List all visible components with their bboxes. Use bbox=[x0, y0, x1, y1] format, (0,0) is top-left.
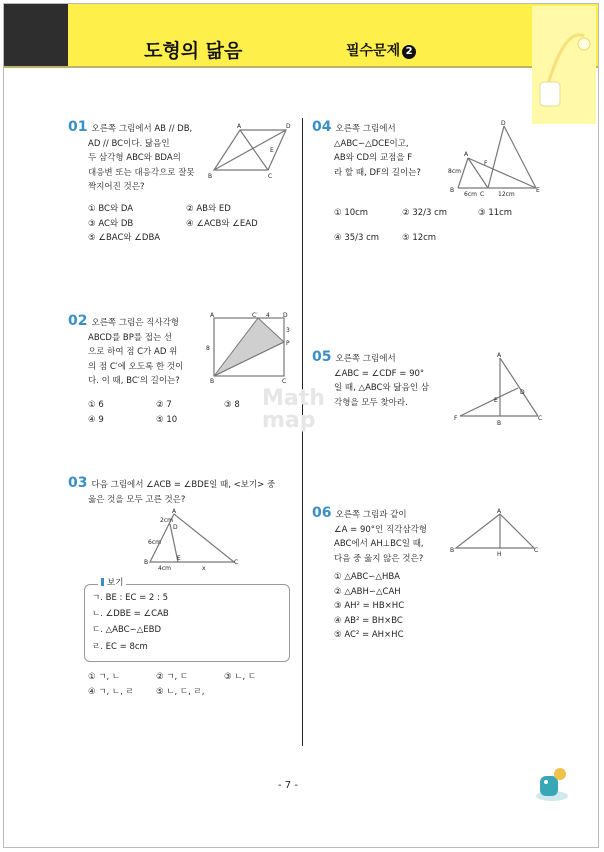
lamp-decoration-icon bbox=[532, 6, 596, 124]
mascot-icon bbox=[530, 764, 574, 804]
option[interactable]: ⑤ ∠BAC와 ∠DBA bbox=[88, 233, 161, 243]
problem-line: ABC에서 AH⊥BC일 때, bbox=[334, 539, 424, 549]
problem-06 bbox=[312, 506, 462, 566]
fig04-de bbox=[504, 126, 536, 188]
fig-label: B bbox=[497, 420, 502, 427]
problem-line: 으로 하여 점 C가 AD 위 bbox=[88, 347, 178, 357]
fig-label: C bbox=[268, 173, 273, 180]
problem-line: ∠ABC = ∠CDF = 90° bbox=[334, 368, 425, 379]
fig06-triangle bbox=[456, 514, 534, 548]
problem-line: 오른쪽 그림과 같이 bbox=[335, 510, 407, 520]
fig01-diag1 bbox=[240, 130, 268, 170]
problem-04-options bbox=[334, 206, 534, 245]
fig-label: 8cm bbox=[448, 168, 461, 175]
figure-02 bbox=[206, 312, 298, 384]
fig01-diag2 bbox=[214, 130, 286, 170]
problem-line: 오른쪽 그림은 직사각형 bbox=[91, 318, 179, 328]
figure-05 bbox=[452, 350, 546, 430]
problem-03 bbox=[68, 476, 296, 507]
figure-04 bbox=[446, 118, 546, 202]
option[interactable]: ⑤ ㄴ, ㄷ, ㄹ, bbox=[156, 686, 205, 697]
option[interactable]: ③ 11cm bbox=[478, 208, 513, 218]
fig-label: C bbox=[282, 378, 287, 384]
figure-06 bbox=[448, 506, 542, 560]
problem-line: 라 할 때, DF의 길이는? bbox=[334, 167, 421, 178]
option[interactable]: ① BC와 DA bbox=[88, 204, 134, 214]
problem-line: 오른쪽 그림에서 bbox=[335, 124, 396, 134]
watermark-line1: Math bbox=[262, 386, 325, 411]
option[interactable]: ③ 8 bbox=[224, 400, 240, 410]
problem-02 bbox=[68, 314, 208, 389]
fig-label: 6cm bbox=[148, 539, 161, 546]
figure-01 bbox=[206, 120, 296, 182]
option[interactable]: ④ 9 bbox=[88, 414, 104, 425]
fig-label: D bbox=[520, 389, 525, 396]
problem-line: 다음 중 옳지 않은 것은? bbox=[334, 553, 424, 564]
problem-line: 오른쪽 그림에서 bbox=[335, 354, 396, 364]
problem-number: 06 bbox=[312, 505, 332, 521]
fig-label: H bbox=[497, 551, 502, 558]
problem-06-options bbox=[334, 570, 484, 643]
fig04-cd bbox=[488, 126, 504, 188]
option[interactable]: ④ AB² = BH×BC bbox=[334, 615, 403, 626]
fig-label: B bbox=[208, 173, 213, 180]
option[interactable]: ② 32/3 cm bbox=[402, 208, 448, 218]
problem-line: 옳은 것을 모두 고른 것은? bbox=[88, 494, 186, 505]
subtitle-badge: 2 bbox=[402, 45, 416, 59]
fig05-ac bbox=[500, 358, 538, 416]
option[interactable]: ③ AH² = HB×HC bbox=[334, 601, 405, 611]
figure-03 bbox=[140, 508, 240, 572]
problem-line: AB와 CD의 교점을 F bbox=[334, 153, 413, 163]
problem-line: 의 점 C′에 오도록 한 것이 bbox=[88, 361, 184, 372]
fig-label: E bbox=[177, 555, 181, 562]
problem-line: ∠A = 90°인 직각삼각형 bbox=[334, 524, 427, 535]
fig-label: 3 bbox=[286, 327, 290, 334]
fig-label: D bbox=[283, 312, 288, 319]
problem-01-options bbox=[88, 202, 298, 246]
problem-line: 다. 이 때, BC′의 길이는? bbox=[88, 376, 180, 386]
fig-label: C bbox=[534, 547, 539, 554]
fig-label: A bbox=[497, 352, 502, 359]
fig-label: B bbox=[450, 547, 455, 554]
fig-label: A bbox=[497, 508, 502, 515]
option[interactable]: ① △ABC∽△HBA bbox=[334, 572, 400, 582]
problem-number: 03 bbox=[68, 475, 88, 491]
problem-01 bbox=[68, 120, 212, 195]
fig-label: 4cm bbox=[158, 565, 171, 572]
option[interactable]: ① 10cm bbox=[334, 208, 369, 218]
page-number: - 7 - bbox=[278, 780, 298, 791]
header-decoration bbox=[532, 6, 596, 124]
option[interactable]: ① 6 bbox=[88, 400, 104, 410]
problem-line: 오른쪽 그림에서 AB // DB, bbox=[91, 124, 193, 134]
option[interactable]: ③ ㄴ, ㄷ bbox=[224, 672, 257, 682]
header-dark-block bbox=[4, 4, 68, 66]
problem-line: 일 때, △ABC와 닮음인 삼 bbox=[334, 383, 429, 393]
option[interactable]: ② △ABH∽△CAH bbox=[334, 586, 401, 597]
problem-number: 02 bbox=[68, 313, 88, 329]
bogi-item: ㄷ. △ABC∽△EBD bbox=[92, 625, 161, 635]
problem-line: 짝지어진 것은? bbox=[88, 182, 145, 192]
fig-label: 8 bbox=[206, 345, 210, 352]
problem-line: 두 삼각형 ABC와 BDA의 bbox=[88, 153, 181, 163]
bogi-label: 보기 bbox=[98, 576, 126, 588]
problem-04 bbox=[312, 120, 452, 180]
fig-label: C bbox=[234, 559, 239, 566]
fig-label: 2cm bbox=[160, 517, 173, 524]
page-subtitle bbox=[346, 40, 416, 60]
fig-label: D bbox=[173, 524, 178, 531]
fig-label: C bbox=[480, 191, 485, 198]
fig-label: B bbox=[144, 559, 149, 566]
option[interactable]: ④ ㄱ, ㄴ, ㄹ bbox=[88, 686, 134, 697]
fig-label: E bbox=[536, 187, 540, 194]
problem-line: 다음 그림에서 ∠ACB = ∠BDE일 때, <보기> 중 bbox=[91, 480, 276, 490]
option[interactable]: ⑤ 12cm bbox=[402, 232, 437, 243]
problem-line: AD // BC이다. 닮음인 bbox=[88, 138, 170, 149]
problem-line: 대응변 또는 대응각으로 잘못 bbox=[88, 167, 195, 178]
fig-label: A bbox=[464, 151, 469, 158]
fig05-fd bbox=[460, 388, 518, 416]
option[interactable]: ⑤ AC² = AH×HC bbox=[334, 630, 404, 640]
option[interactable]: ⑤ 10 bbox=[156, 414, 178, 425]
problem-number: 05 bbox=[312, 349, 332, 365]
problem-03-options bbox=[88, 670, 298, 699]
page-title: 도형의 닮음 bbox=[144, 40, 243, 62]
watermark-line2: map bbox=[262, 408, 316, 433]
problem-02-options bbox=[88, 398, 298, 427]
fig-label: 12cm bbox=[498, 191, 515, 198]
header-underline bbox=[4, 66, 598, 68]
bogi-item: ㄱ. BE : EC = 2 : 5 bbox=[92, 593, 168, 603]
fig-label: C bbox=[538, 415, 543, 422]
fig-label: x bbox=[202, 565, 206, 572]
bogi-item: ㄹ. EC = 8cm bbox=[92, 642, 148, 652]
option[interactable]: ② AB와 ED bbox=[186, 204, 231, 214]
fig-label: E bbox=[494, 397, 498, 404]
problem-number: 01 bbox=[68, 119, 88, 135]
problem-05 bbox=[312, 350, 462, 410]
fig-label: D bbox=[286, 123, 291, 130]
subtitle-text: 필수문제 bbox=[346, 43, 401, 59]
fig-label: C′ bbox=[252, 312, 258, 319]
problem-line: △ABC∽△DCE이고, bbox=[334, 138, 409, 149]
option[interactable]: ② 7 bbox=[156, 400, 172, 410]
problem-line: ABCD를 BP를 접는 선 bbox=[88, 332, 173, 343]
problem-number: 04 bbox=[312, 119, 332, 135]
option[interactable]: ① ㄱ, ㄴ bbox=[88, 672, 121, 682]
problem-line: 각형을 모두 찾아라. bbox=[334, 397, 408, 408]
option[interactable]: ③ AC와 DB bbox=[88, 218, 134, 229]
fig-label: B bbox=[450, 187, 455, 194]
option[interactable]: ② ㄱ, ㄷ bbox=[156, 672, 189, 682]
fig-label: F bbox=[484, 160, 488, 167]
fig-label: A bbox=[237, 123, 242, 130]
fig-label: A bbox=[172, 508, 177, 515]
fig-label: F bbox=[454, 415, 458, 422]
fig-label: 6cm bbox=[464, 191, 477, 198]
option[interactable]: ④ 35/3 cm bbox=[334, 232, 380, 243]
fig-label: P bbox=[286, 340, 290, 347]
fig-label: A bbox=[210, 312, 215, 319]
fig-label: D bbox=[501, 120, 506, 127]
option[interactable]: ④ ∠ACB와 ∠EAD bbox=[186, 218, 258, 229]
bogi-item: ㄴ. ∠DBE = ∠CAB bbox=[92, 609, 169, 619]
fig-label: 4 bbox=[266, 312, 270, 319]
fig-label: B bbox=[210, 378, 215, 384]
fig-label: E bbox=[270, 147, 274, 154]
